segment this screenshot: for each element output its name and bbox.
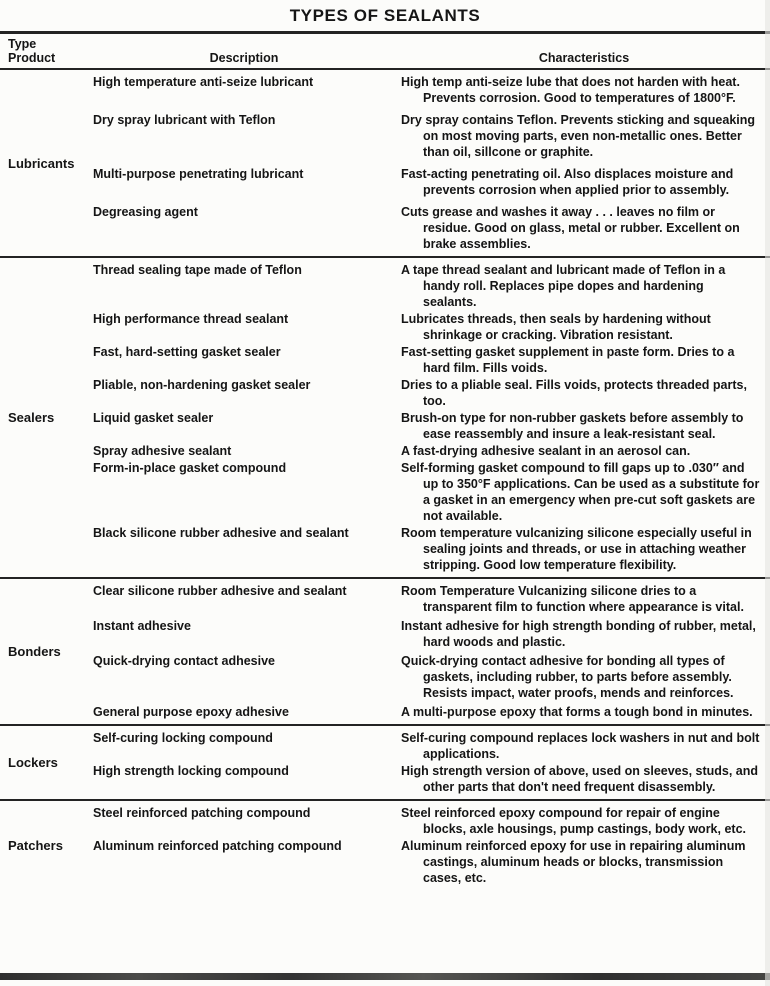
group-bonders: [0, 579, 770, 726]
table-row: [90, 204, 770, 252]
table-row: [90, 74, 770, 106]
table-header-row: [0, 34, 770, 70]
product-label: Lockers: [8, 755, 58, 770]
table-row: [90, 653, 770, 701]
characteristics-cell: High strength version of above, used on sleeves, studs, and other parts that don't need frequent disassembly.: [401, 764, 759, 794]
description-cell: Pliable, non-hardening gasket sealer: [93, 378, 311, 392]
group-sealers: [0, 258, 770, 579]
characteristics-cell: Fast-acting penetrating oil. Also displaces moisture and prevents corrosion when applied prior to assembly.: [401, 167, 734, 197]
characteristics-cell: A tape thread sealant and lubricant made of Teflon in a handy roll. Replaces pipe dopes and hardening sealants.: [401, 263, 726, 309]
product-label: Patchers: [8, 838, 63, 853]
table-row: [90, 410, 770, 442]
table-row: [90, 838, 770, 886]
table-row: [90, 704, 770, 720]
group-rows: [90, 262, 770, 573]
characteristics-cell: Quick-drying contact adhesive for bonding all types of gaskets, including rubber, to parts before assembly. Resists impact, water proofs, mends and reinforces.: [401, 654, 734, 700]
description-cell: Thread sealing tape made of Teflon: [93, 263, 302, 277]
table-row: [90, 377, 770, 409]
description-cell: Degreasing agent: [93, 205, 198, 219]
description-cell: High strength locking compound: [93, 764, 289, 778]
description-cell: Liquid gasket sealer: [93, 411, 214, 425]
characteristics-cell: A fast-drying adhesive sealant in an aerosol can.: [401, 444, 691, 458]
product-label: Lubricants: [8, 155, 75, 171]
product-label: Bonders: [8, 644, 61, 659]
table-row: [90, 583, 770, 615]
characteristics-cell: Cuts grease and washes it away . . . leaves no film or residue. Good on glass, metal or rubber. Excellent on brake assemblies.: [401, 205, 740, 251]
characteristics-cell: Fast-setting gasket supplement in paste form. Dries to a hard film. Fills voids.: [401, 345, 735, 375]
characteristics-cell: Instant adhesive for high strength bonding of rubber, metal, hard woods and plastic.: [401, 619, 756, 649]
description-cell: Black silicone rubber adhesive and sealant: [93, 526, 349, 540]
table-row: [90, 443, 770, 459]
group-lubricants: [0, 70, 770, 258]
bottom-rule: [0, 973, 770, 980]
description-cell: High performance thread sealant: [93, 312, 289, 326]
description-cell: Quick-drying contact adhesive: [93, 654, 275, 668]
table-row: [90, 805, 770, 837]
description-cell: Instant adhesive: [93, 619, 191, 633]
characteristics-cell: Room temperature vulcanizing silicone especially useful in sealing joints and threads, or use in attaching weather stripping. Good low temperature flexibility.: [401, 526, 752, 572]
description-cell: Spray adhesive sealant: [93, 444, 232, 458]
column-header-type-line1: Type: [8, 37, 37, 51]
table-row: [90, 262, 770, 310]
description-cell: General purpose epoxy adhesive: [93, 705, 289, 719]
scan-edge-shading: [765, 0, 770, 986]
description-cell: Clear silicone rubber adhesive and sealant: [93, 584, 347, 598]
characteristics-cell: Room Temperature Vulcanizing silicone dries to a transparent film to function where appearance is vital.: [401, 584, 744, 614]
column-header-characteristics: Characteristics: [538, 51, 630, 65]
description-cell: Aluminum reinforced patching compound: [93, 839, 342, 853]
characteristics-cell: Aluminum reinforced epoxy for use in repairing aluminum castings, aluminum heads or blocks, transmission cases, etc.: [401, 839, 746, 885]
characteristics-cell: Brush-on type for non-rubber gaskets before assembly to ease reassembly and insure a leak-resistant seal.: [401, 411, 744, 441]
table-row: [90, 344, 770, 376]
characteristics-cell: Dry spray contains Teflon. Prevents sticking and squeaking on most moving parts, even non-metallic ones. Better than oil, sillcone or graphite.: [401, 113, 756, 159]
group-rows: [90, 74, 770, 252]
characteristics-cell: Dries to a pliable seal. Fills voids, protects threaded parts, too.: [401, 378, 747, 408]
characteristics-cell: Self-curing compound replaces lock washers in nut and bolt applications.: [401, 731, 760, 761]
column-header-type-product: [0, 37, 90, 68]
description-cell: Multi-purpose penetrating lubricant: [93, 167, 304, 181]
table-row: [90, 460, 770, 524]
group-rows: [90, 730, 770, 795]
characteristics-cell: Lubricates threads, then seals by hardening without shrinkage or cracking. Vibration resistant.: [401, 312, 711, 342]
product-label: Sealers: [8, 410, 55, 425]
table-row: [90, 112, 770, 160]
characteristics-cell: High temp anti-seize lube that does not harden with heat. Prevents corrosion. Good to temperatures of 1800°F.: [401, 75, 740, 105]
group-patchers: [0, 801, 770, 890]
group-rows: [90, 583, 770, 720]
table-row: [90, 763, 770, 795]
description-cell: High temperature anti-seize lubricant: [93, 75, 314, 89]
page-title: TYPES OF SEALANTS: [289, 6, 481, 25]
description-cell: Form-in-place gasket compound: [93, 461, 287, 475]
table-row: [90, 166, 770, 198]
description-cell: Fast, hard-setting gasket sealer: [93, 345, 281, 359]
characteristics-cell: A multi-purpose epoxy that forms a tough bond in minutes.: [401, 705, 753, 719]
description-cell: Steel reinforced patching compound: [93, 806, 311, 820]
characteristics-cell: Self-forming gasket compound to fill gaps up to .030″ and up to 350°F applications. Can be used as a substitute for a gasket in an emergency when pre-cut soft gaskets are not available.: [401, 461, 760, 523]
group-rows: [90, 805, 770, 886]
column-header-description: Description: [209, 51, 279, 65]
table-row: [90, 618, 770, 650]
characteristics-cell: Steel reinforced epoxy compound for repair of engine blocks, axle housings, pump castings, body work, etc.: [401, 806, 746, 836]
table-row: [90, 311, 770, 343]
group-lockers: [0, 726, 770, 801]
description-cell: Self-curing locking compound: [93, 731, 273, 745]
table-row: [90, 730, 770, 762]
column-header-type-line2: Product: [8, 51, 56, 65]
table-row: [90, 525, 770, 573]
description-cell: Dry spray lubricant with Teflon: [93, 113, 276, 127]
